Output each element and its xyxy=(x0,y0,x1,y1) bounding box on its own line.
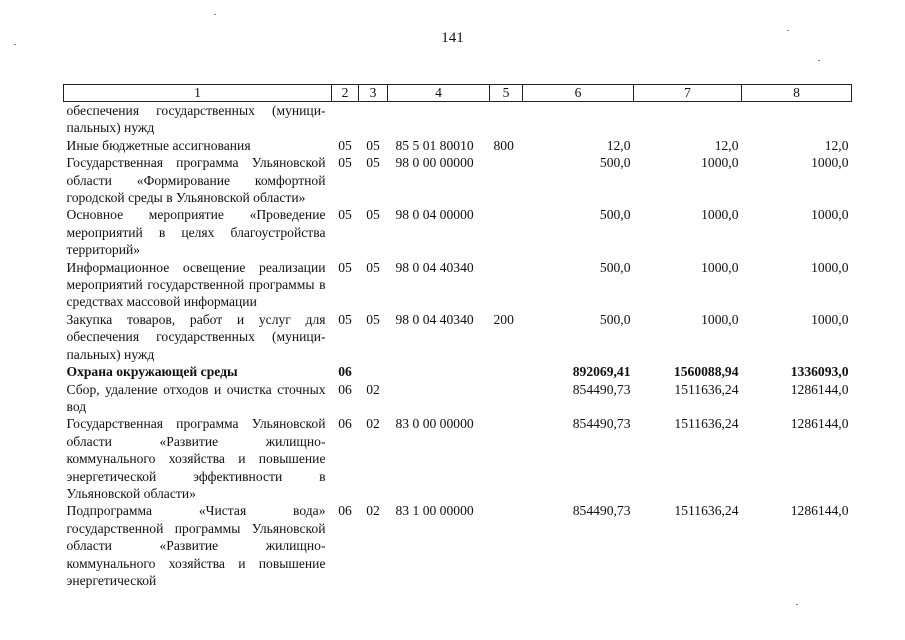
table-row xyxy=(64,102,852,137)
amount-year-1: 854490,73 xyxy=(572,381,631,397)
target-article-code: 98 0 04 00000 xyxy=(395,207,474,223)
amount-year-3: 12,0 xyxy=(824,137,849,153)
amount-year-2: 1000,0 xyxy=(701,207,739,223)
amount-year-3: 1000,0 xyxy=(811,311,849,327)
expense-type-code xyxy=(490,259,523,311)
amount-year-1: 500,0 xyxy=(599,155,631,171)
scan-speck xyxy=(214,14,216,15)
amount-year-1: 500,0 xyxy=(599,259,631,275)
column-header: 4 xyxy=(388,85,490,102)
section-code: 06 xyxy=(338,364,352,380)
subsection-code: 05 xyxy=(366,155,380,171)
section-code: 05 xyxy=(338,137,352,153)
subsection-code xyxy=(359,102,388,137)
section-code: 06 xyxy=(338,503,352,519)
target-article-code: 85 5 01 80010 xyxy=(395,137,474,153)
amount-year-2: 1000,0 xyxy=(701,155,739,171)
column-header: 5 xyxy=(490,85,523,102)
amount-year-3: 1000,0 xyxy=(811,207,849,223)
section-code xyxy=(332,102,359,137)
amount-year-1 xyxy=(523,102,634,137)
column-header: 2 xyxy=(332,85,359,102)
amount-year-1: 892069,41 xyxy=(572,364,631,380)
table-row xyxy=(64,137,852,154)
expense-type-code xyxy=(490,363,523,380)
target-article-code xyxy=(388,381,490,416)
row-name: обеспечения государственных (муници-пальных) нужд xyxy=(66,103,326,136)
expense-type-code: 200 xyxy=(493,311,514,327)
scan-speck xyxy=(818,60,820,61)
target-article-code: 98 0 00 00000 xyxy=(395,155,474,171)
subsection-code: 05 xyxy=(366,259,380,275)
row-name: Основное мероприятие «Проведение мероприятий в целях благоустройства территорий» xyxy=(66,207,326,258)
expense-type-code xyxy=(490,206,523,258)
scan-speck xyxy=(796,604,798,605)
amount-year-3: 1286144,0 xyxy=(790,381,849,397)
section-code: 05 xyxy=(338,259,352,275)
expense-type-code xyxy=(490,415,523,502)
target-article-code: 98 0 04 40340 xyxy=(395,311,474,327)
scan-speck xyxy=(787,30,789,31)
amount-year-2 xyxy=(634,102,742,137)
section-code: 05 xyxy=(338,207,352,223)
column-header: 6 xyxy=(523,85,634,102)
target-article-code xyxy=(388,363,490,380)
amount-year-3: 1000,0 xyxy=(811,259,849,275)
column-header: 8 xyxy=(742,85,852,102)
column-number-row xyxy=(64,85,852,102)
section-code: 05 xyxy=(338,155,352,171)
section-code: 06 xyxy=(338,416,352,432)
table-row xyxy=(64,502,852,589)
row-name: Государственная программа Ульяновской области «Формирование комфортной городской среды в Ульяновской области» xyxy=(66,155,326,206)
row-name: Сбор, удаление отходов и очистка сточных вод xyxy=(66,381,326,414)
row-name: Подпрограмма «Чистая вода» государственной программы Ульяновской области «Развитие жилищно-коммунального хозяйства и повышение энергетической xyxy=(66,503,326,588)
subsection-code: 05 xyxy=(366,137,380,153)
expense-type-code xyxy=(490,381,523,416)
table-row xyxy=(64,206,852,258)
amount-year-1: 854490,73 xyxy=(572,416,631,432)
amount-year-3 xyxy=(742,102,852,137)
column-header: 3 xyxy=(359,85,388,102)
scan-speck xyxy=(14,44,16,45)
amount-year-3: 1286144,0 xyxy=(790,416,849,432)
amount-year-3: 1336093,0 xyxy=(790,364,849,380)
row-name: Охрана окружающей среды xyxy=(66,364,238,380)
subsection-code: 02 xyxy=(366,381,380,397)
table-row xyxy=(64,363,852,380)
amount-year-2: 1000,0 xyxy=(701,311,739,327)
amount-year-1: 500,0 xyxy=(599,207,631,223)
expense-type-code xyxy=(490,502,523,589)
amount-year-3: 1000,0 xyxy=(811,155,849,171)
amount-year-1: 12,0 xyxy=(606,137,631,153)
column-header: 7 xyxy=(634,85,742,102)
table-row xyxy=(64,381,852,416)
amount-year-2: 12,0 xyxy=(714,137,739,153)
expense-type-code xyxy=(490,102,523,137)
expense-type-code xyxy=(490,154,523,206)
target-article-code xyxy=(388,102,490,137)
amount-year-2: 1511636,24 xyxy=(674,503,739,519)
subsection-code: 02 xyxy=(366,416,380,432)
section-code: 06 xyxy=(338,381,352,397)
subsection-code: 02 xyxy=(366,503,380,519)
target-article-code: 83 1 00 00000 xyxy=(395,503,474,519)
amount-year-2: 1511636,24 xyxy=(674,416,739,432)
subsection-code: 05 xyxy=(366,207,380,223)
target-article-code: 83 0 00 00000 xyxy=(395,416,474,432)
table-row xyxy=(64,415,852,502)
target-article-code: 98 0 04 40340 xyxy=(395,259,474,275)
expense-type-code: 800 xyxy=(493,137,514,153)
amount-year-2: 1000,0 xyxy=(701,259,739,275)
subsection-code: 05 xyxy=(366,311,380,327)
amount-year-1: 854490,73 xyxy=(572,503,631,519)
table-row xyxy=(64,154,852,206)
page-number: 141 xyxy=(441,30,464,46)
row-name: Государственная программа Ульяновской области «Развитие жилищно-коммунального хозяйства и повышение энергетической эффективности в Ульяновской области» xyxy=(66,416,326,501)
budget-table xyxy=(63,84,852,589)
amount-year-2: 1511636,24 xyxy=(674,381,739,397)
table-row xyxy=(64,311,852,363)
table-row xyxy=(64,259,852,311)
row-name: Иные бюджетные ассигнования xyxy=(66,137,251,153)
row-name: Закупка товаров, работ и услуг для обеспечения государственных (муници-пальных) нужд xyxy=(66,311,326,362)
row-name: Информационное освещение реализации мероприятий государственной программы в средствах массовой информации xyxy=(66,259,326,310)
section-code: 05 xyxy=(338,311,352,327)
subsection-code xyxy=(359,363,388,380)
amount-year-1: 500,0 xyxy=(599,311,631,327)
amount-year-3: 1286144,0 xyxy=(790,503,849,519)
amount-year-2: 1560088,94 xyxy=(673,364,739,380)
column-header: 1 xyxy=(64,85,332,102)
